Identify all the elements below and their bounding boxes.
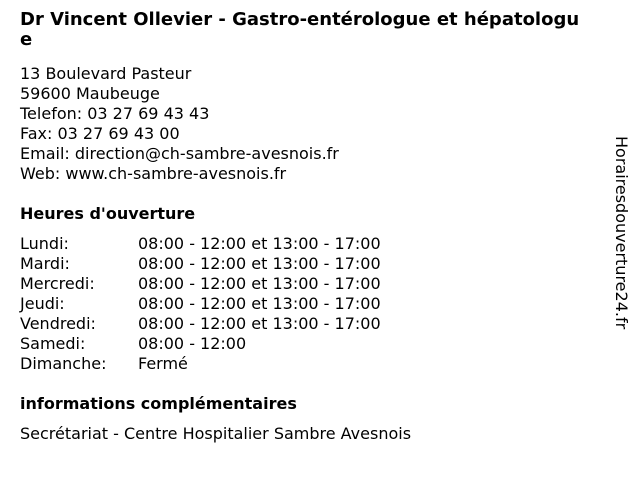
time-range: 08:00 - 12:00: [138, 334, 247, 353]
additional-info-heading: informations complémentaires: [20, 394, 297, 413]
time-range: 08:00 - 12:00 et 13:00 - 17:00: [138, 254, 381, 273]
phone-line: Telefon: 03 27 69 43 43: [20, 104, 210, 123]
email-line: Email: direction@ch-sambre-avesnois.fr: [20, 144, 339, 163]
hours-row: [20, 234, 381, 254]
day-label: Mercredi:: [20, 274, 95, 293]
day-label: Lundi:: [20, 234, 69, 253]
address-city: 59600 Maubeuge: [20, 84, 160, 103]
hours-row: [20, 274, 381, 294]
site-watermark: Horairesdouverture24.fr: [612, 136, 631, 330]
address-street: 13 Boulevard Pasteur: [20, 64, 192, 83]
hours-row: [20, 294, 381, 314]
time-range: 08:00 - 12:00 et 13:00 - 17:00: [138, 234, 381, 253]
hours-row: [20, 314, 381, 334]
hours-row: [20, 334, 381, 354]
web-line: Web: www.ch-sambre-avesnois.fr: [20, 164, 287, 183]
opening-hours-table: [20, 234, 381, 374]
day-label: Dimanche:: [20, 354, 107, 373]
additional-info-text: Secrétariat - Centre Hospitalier Sambre Avesnois: [20, 424, 412, 443]
day-label: Vendredi:: [20, 314, 96, 333]
page-title: Dr Vincent Ollevier - Gastro-entérologue et hépatologue: [20, 9, 580, 50]
time-range: 08:00 - 12:00 et 13:00 - 17:00: [138, 294, 381, 313]
time-range: 08:00 - 12:00 et 13:00 - 17:00: [138, 314, 381, 333]
hours-row: [20, 254, 381, 274]
fax-line: Fax: 03 27 69 43 00: [20, 124, 180, 143]
contact-block: [20, 64, 339, 184]
day-label: Jeudi:: [20, 294, 65, 313]
time-range: Fermé: [138, 354, 188, 373]
day-label: Samedi:: [20, 334, 86, 353]
day-label: Mardi:: [20, 254, 70, 273]
time-range: 08:00 - 12:00 et 13:00 - 17:00: [138, 274, 381, 293]
opening-hours-heading: Heures d'ouverture: [20, 204, 196, 223]
hours-row: [20, 354, 381, 374]
